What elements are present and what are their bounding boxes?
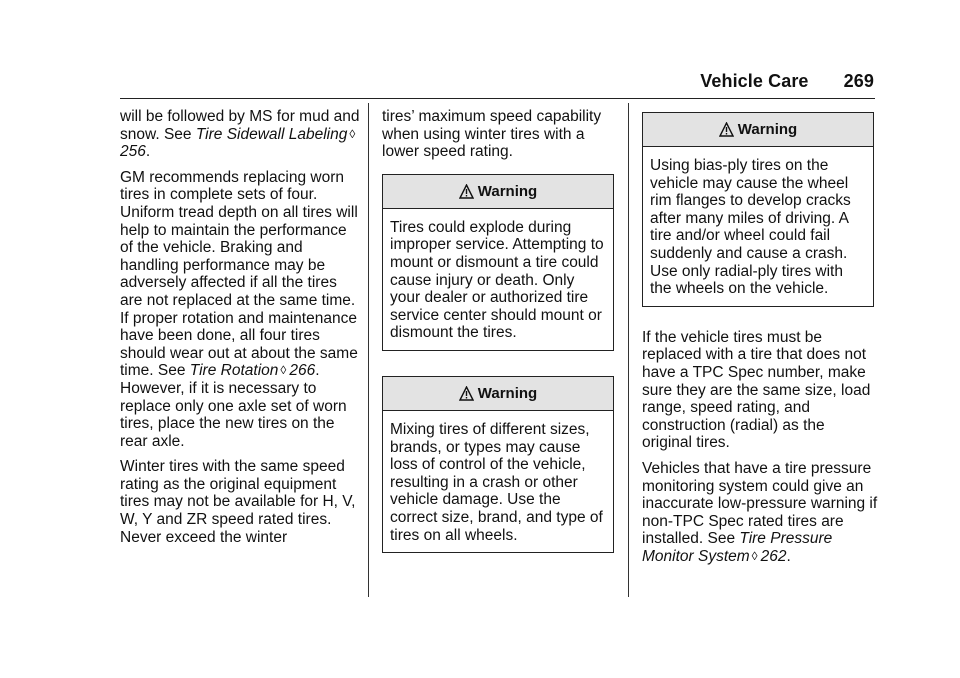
page-reference[interactable]: 266 (289, 362, 316, 380)
paragraph-text: . (145, 143, 151, 161)
paragraph (120, 310, 362, 451)
cross-reference-link[interactable]: Tire Pressure Monitor System (642, 530, 833, 565)
page-number: 269 (843, 71, 874, 91)
paragraph: tires’ maximum speed capability when using winter tires with a lower speed rating. (382, 108, 602, 161)
header-rule (120, 98, 875, 99)
column-middle (382, 108, 618, 553)
column-divider (368, 103, 369, 597)
paragraph-text: . However, if it is necessary to replace only one axle set of worn tires, place the new tires on the rear axle. (120, 362, 347, 450)
warning-title: Warning (477, 182, 538, 200)
paragraph: Winter tires with the same speed rating as the original equipment tires may not be available for H, V, W, Y and ZR speed rated tires. Never exceed the winter (120, 458, 356, 546)
paragraph: If the vehicle tires must be replaced with a tire that does not have a TPC Spec number, make sure they are the same size, load range, speed rating, and construction (radial) as the original tires. (642, 328, 871, 452)
warning-body: Mixing tires of different sizes, brands, or types may cause loss of control of the vehicle, resulting in a crash or other vehicle damage. Use the correct size, brand, and type of tires on all wheels. (390, 420, 603, 544)
paragraph-text: will be followed by MS for mud and snow. See (120, 108, 360, 143)
column-divider (628, 103, 629, 597)
warning-box (382, 174, 614, 351)
warning-triangle-icon (719, 116, 734, 149)
column-right (642, 108, 878, 573)
paragraph (120, 108, 362, 161)
page-reference[interactable]: 256 (120, 143, 146, 161)
cross-reference-link[interactable]: Tire Sidewall Labeling (195, 125, 348, 143)
paragraph-text: . (786, 547, 791, 565)
warning-box (382, 376, 614, 553)
warning-triangle-icon (459, 178, 474, 211)
warning-box (642, 112, 874, 307)
warning-header (383, 175, 613, 209)
cross-reference-diamond-icon: ◊ (280, 363, 287, 378)
warning-body: Using bias-ply tires on the vehicle may cause the wheel rim flanges to develop cracks after many miles of driving. A tire and/or wheel could fail suddenly and cause a crash. Use only radial-ply tires with the wheels on the vehicle. (650, 157, 851, 298)
warning-header (643, 113, 873, 147)
page-reference[interactable]: 262 (760, 547, 787, 565)
warning-body: Tires could explode during improper service. Attempting to mount or dismount a tire could cause injury or death. Only your dealer or authorized tire service center should mount or dismount the tires. (390, 218, 604, 342)
section-title: Vehicle Care (700, 71, 809, 91)
paragraph-text: If proper rotation and maintenance have been done, all four tires should wear out at about the same time. See (120, 309, 358, 380)
cross-reference-diamond-icon: ◊ (751, 548, 758, 563)
paragraph-text: Vehicles that have a tire pressure monitoring system could give an inaccurate low-pressure warning if non-TPC Spec rated tires are installed. See (642, 459, 878, 548)
paragraph (642, 460, 878, 566)
warning-title: Warning (737, 121, 798, 138)
warning-triangle-icon (459, 380, 474, 413)
paragraph: GM recommends replacing worn tires in complete sets of four. Uniform tread depth on all tires will help to maintain the performance of the vehicle. Braking and handling performance may be adversely affected if all the tires are not replaced at the same time. (120, 168, 358, 309)
warning-title: Warning (477, 384, 538, 402)
warning-header (383, 377, 613, 411)
column-left (120, 108, 362, 554)
cross-reference-diamond-icon: ◊ (349, 126, 356, 141)
page-header (700, 71, 874, 92)
cross-reference-link[interactable]: Tire Rotation (189, 362, 279, 380)
